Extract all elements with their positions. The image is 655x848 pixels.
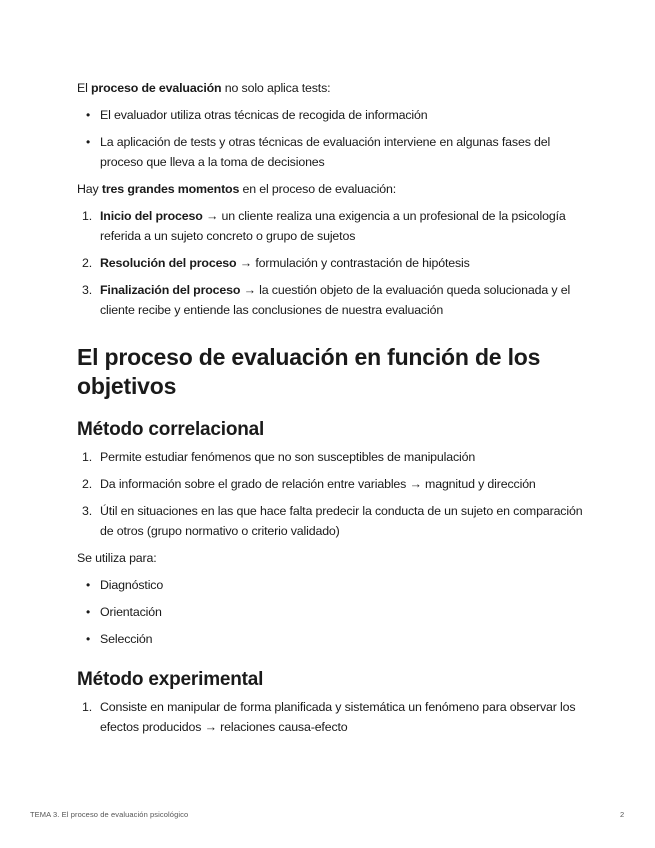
- list-item: [77, 132, 587, 172]
- intro-bullet-list: [77, 105, 587, 172]
- list-item: [77, 575, 587, 595]
- list-number: 1.: [82, 209, 93, 223]
- arrow-icon: →: [240, 283, 260, 297]
- bullet-icon: •: [86, 632, 91, 646]
- list-item: [77, 697, 587, 737]
- list-item: [77, 602, 587, 622]
- list-item: [77, 501, 587, 541]
- list-item-title: Finalización del proceso: [100, 283, 241, 297]
- moments-paragraph: [77, 179, 587, 199]
- list-item-text: Selección: [100, 632, 153, 646]
- list-item: [77, 447, 587, 467]
- list-item-text: Consiste en manipular de forma planificada y sistemática un fenómeno para observar los efectos producidos → relaciones causa-efecto: [100, 700, 576, 734]
- list-item: [77, 206, 587, 246]
- list-item-text: un cliente realiza una exigencia a un profesional de la psicología referida a un sujeto concreto o grupo de sujetos: [100, 209, 566, 243]
- bullet-icon: •: [86, 578, 91, 592]
- bullet-icon: •: [86, 135, 91, 149]
- intro-bold: proceso de evaluación: [91, 81, 222, 95]
- list-item: [77, 280, 587, 320]
- uses-label: Se utiliza para:: [77, 551, 157, 565]
- moments-prefix: Hay: [77, 182, 102, 196]
- list-number: 1.: [82, 450, 93, 464]
- moments-bold: tres grandes momentos: [101, 182, 240, 196]
- experimental-list: [77, 697, 587, 737]
- page-number: 2: [620, 810, 625, 819]
- list-item-text: Diagnóstico: [100, 578, 164, 592]
- list-item-text: Permite estudiar fenómenos que no son susceptibles de manipulación: [100, 450, 476, 464]
- moments-suffix: en el proceso de evaluación:: [239, 182, 397, 196]
- arrow-icon: →: [202, 209, 222, 223]
- arrow-icon: →: [236, 256, 256, 270]
- intro-suffix: no solo aplica tests:: [221, 81, 331, 95]
- list-number: 1.: [82, 700, 93, 714]
- list-item-text: Orientación: [100, 605, 162, 619]
- list-item-text: La aplicación de tests y otras técnicas de evaluación interviene en algunas fases del proceso que lleva a la toma de decisiones: [100, 135, 551, 169]
- experimental-heading: Método experimental: [77, 669, 264, 690]
- list-item: [77, 474, 587, 494]
- bullet-icon: •: [86, 108, 91, 122]
- list-number: 3.: [82, 504, 93, 518]
- uses-list: [77, 575, 587, 649]
- list-number: 3.: [82, 283, 93, 297]
- list-item-text: Da información sobre el grado de relación entre variables → magnitud y dirección: [100, 477, 536, 491]
- list-item-text: Útil en situaciones en las que hace falta predecir la conducta de un sujeto en comparación de otros (grupo normativo o criterio validado): [100, 504, 583, 538]
- list-item: [77, 629, 587, 649]
- intro-prefix: El: [77, 81, 92, 95]
- list-item-text: El evaluador utiliza otras técnicas de recogida de información: [100, 108, 428, 122]
- section-title: El proceso de evaluación en función de los objetivos: [77, 344, 541, 399]
- list-item-text: formulación y contrastación de hipótesis: [255, 256, 470, 270]
- footer-title: TEMA 3. El proceso de evaluación psicológico: [30, 810, 189, 819]
- correlational-heading: Método correlacional: [77, 419, 265, 440]
- list-item-title: Resolución del proceso: [100, 256, 237, 270]
- list-item: [77, 105, 587, 125]
- list-number: 2.: [82, 477, 93, 491]
- list-item-title: Inicio del proceso: [100, 209, 203, 223]
- correlational-list: [77, 447, 587, 541]
- bullet-icon: •: [86, 605, 91, 619]
- list-item-text: la cuestión objeto de la evaluación queda solucionada y el cliente recibe y entiende las conclusiones de nuestra evaluación: [100, 283, 571, 317]
- list-item: [77, 253, 587, 273]
- intro-paragraph: [77, 78, 587, 98]
- page-content: [77, 78, 587, 737]
- moments-list: [77, 206, 587, 320]
- list-number: 2.: [82, 256, 93, 270]
